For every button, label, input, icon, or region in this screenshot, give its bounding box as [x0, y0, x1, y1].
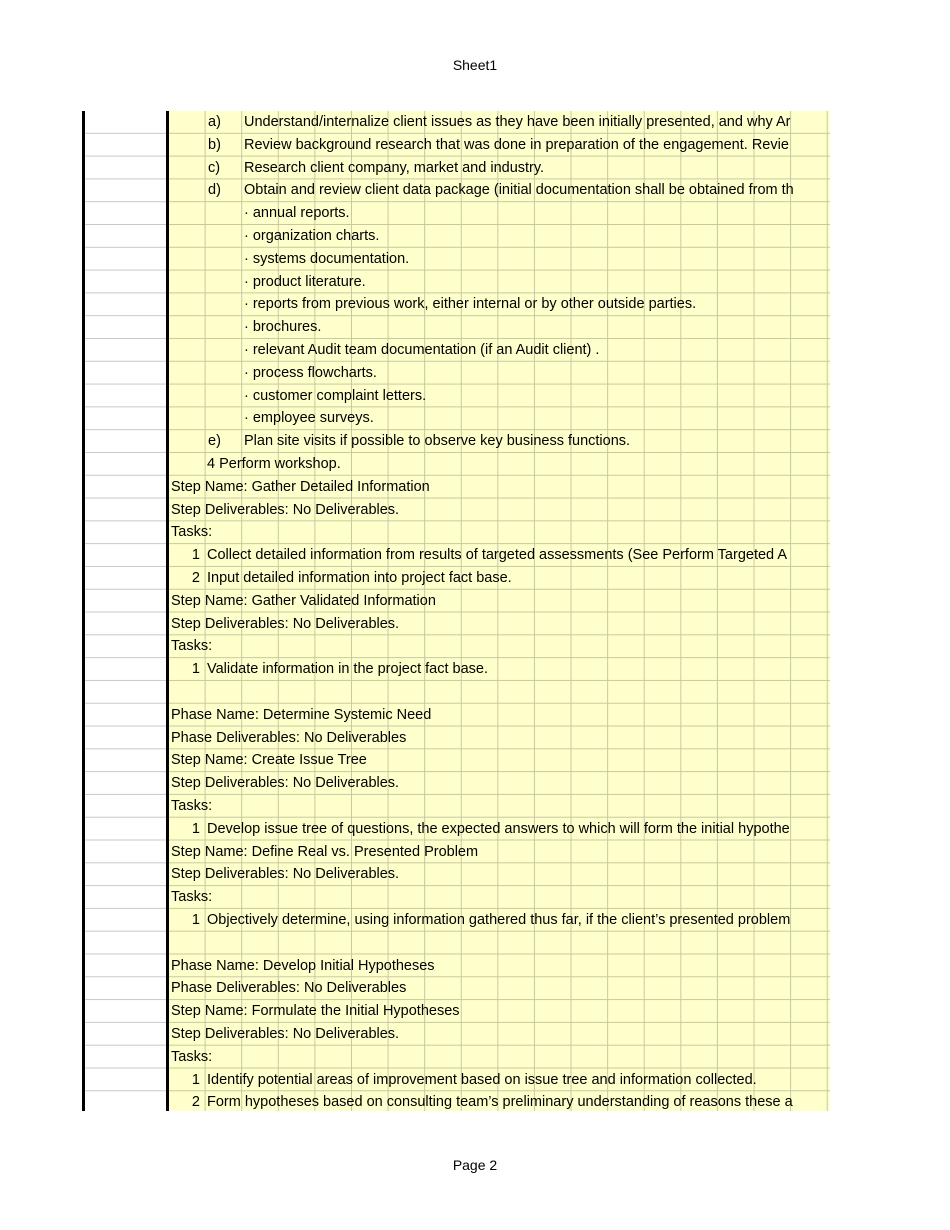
- sheet-row: [84, 134, 830, 156]
- sheet-row: [84, 613, 830, 635]
- sheet-row: [84, 772, 830, 794]
- sheet-row: [84, 362, 830, 384]
- bullet-text: · brochures.: [244, 319, 322, 336]
- section-label: Tasks:: [171, 1048, 213, 1065]
- item-text: Review background research that was done in preparation of the engagement. Revie: [244, 136, 789, 153]
- spreadsheet-grid: [84, 111, 830, 1111]
- bullet-text: · relevant Audit team documentation (if an Audit client) .: [244, 342, 600, 358]
- sheet-row: [84, 1000, 830, 1022]
- item-letter: a): [208, 114, 221, 130]
- section-label: Step Deliverables: No Deliverables.: [171, 866, 400, 883]
- item-letter: d): [208, 182, 221, 199]
- task-number: 2: [191, 1094, 200, 1111]
- bullet-text: · reports from previous work, either internal or by other outside parties.: [244, 296, 697, 313]
- bullet-text: · process flowcharts.: [244, 364, 377, 381]
- bullet-text: · employee surveys.: [244, 410, 374, 427]
- sheet-row: [84, 841, 830, 863]
- task-text: Identify potential areas of improvement based on issue tree and information collected.: [207, 1071, 757, 1088]
- sheet-row: [84, 111, 830, 133]
- sheet-row: [84, 225, 830, 247]
- left-border: [82, 111, 85, 1111]
- section-label: Step Name: Define Real vs. Presented Problem: [171, 843, 479, 860]
- sheet-row: [84, 977, 830, 999]
- task-number: 2: [191, 570, 200, 586]
- sheet-row: [84, 271, 830, 293]
- section-label: Step Name: Gather Detailed Information: [171, 478, 430, 495]
- task-text: Form hypotheses based on consulting team’s preliminary understanding of reasons these a: [207, 1094, 793, 1111]
- sheet-row: [84, 521, 830, 543]
- sheet-row: [84, 339, 830, 361]
- section-label: Tasks:: [171, 798, 213, 814]
- task-number: 1: [191, 1071, 200, 1088]
- sheet-row: [84, 955, 830, 977]
- sheet-row: [84, 1023, 830, 1045]
- sheet-row: [84, 430, 830, 452]
- sheet-row: [84, 1046, 830, 1068]
- sheet-row: [84, 453, 830, 475]
- sheet-row: [84, 749, 830, 771]
- sheet-row: [84, 476, 830, 498]
- section-label: Phase Name: Develop Initial Hypotheses: [171, 957, 435, 974]
- sheet-row: [84, 681, 830, 703]
- page-number: Page 2: [452, 1157, 498, 1173]
- sheet-row: [84, 818, 830, 840]
- sheet-row: [84, 407, 830, 429]
- item-text: Obtain and review client data package (initial documentation shall be obtained from th: [244, 182, 794, 199]
- column-divider: [166, 111, 169, 1111]
- sheet-row: [84, 932, 830, 954]
- sheet-row: [84, 704, 830, 726]
- section-label: Phase Deliverables: No Deliverables: [171, 980, 407, 997]
- section-label: Tasks:: [171, 638, 213, 655]
- item-letter: e): [208, 433, 221, 450]
- sheet-row: [84, 179, 830, 201]
- bullet-text: · customer complaint letters.: [244, 387, 427, 404]
- bullet-text: · systems documentation.: [244, 250, 410, 267]
- bullet-text: · organization charts.: [244, 228, 380, 244]
- bullet-text: · annual reports.: [244, 205, 350, 222]
- sheet-row: [84, 499, 830, 521]
- section-label: Step Deliverables: No Deliverables.: [171, 501, 400, 518]
- task-text: Develop issue tree of questions, the expected answers to which will form the initial hypothe: [207, 820, 790, 837]
- task-text: Input detailed information into project fact base.: [207, 570, 512, 586]
- sheet-row: [84, 157, 830, 179]
- sheet-row: [84, 316, 830, 338]
- item-text: Research client company, market and industry.: [244, 159, 545, 176]
- item-letter: c): [208, 159, 221, 176]
- bullet-text: · product literature.: [244, 273, 366, 290]
- task-text: Validate information in the project fact base.: [207, 661, 489, 678]
- section-label: Step Deliverables: No Deliverables.: [171, 775, 400, 792]
- item-text: Understand/internalize client issues as they have been initially presented, and why Ar: [244, 114, 791, 130]
- sheet-row: [84, 544, 830, 566]
- section-label: Step Name: Create Issue Tree: [171, 752, 367, 769]
- sheet-row: [84, 1091, 830, 1111]
- section-label: Step Deliverables: No Deliverables.: [171, 1026, 400, 1042]
- sheet-title: Sheet1: [452, 57, 498, 73]
- task-number: 1: [191, 547, 200, 564]
- sheet-row: [84, 385, 830, 407]
- sheet-row: [84, 567, 830, 589]
- item-text: Plan site visits if possible to observe key business functions.: [244, 433, 631, 450]
- sheet-row: [84, 202, 830, 224]
- sheet-row: [84, 909, 830, 931]
- sheet-row: [84, 248, 830, 270]
- sheet-row: [84, 635, 830, 657]
- sheet-row: [84, 795, 830, 817]
- sheet-row: [84, 658, 830, 680]
- section-label: Step Name: Formulate the Initial Hypotheses: [171, 1003, 460, 1020]
- sheet-row: [84, 886, 830, 908]
- sheet-row: [84, 293, 830, 315]
- item-letter: b): [208, 136, 221, 153]
- sheet-row: [84, 590, 830, 612]
- section-label: Phase Name: Determine Systemic Need: [171, 706, 432, 723]
- sheet-row: [84, 863, 830, 885]
- task-text: Collect detailed information from results of targeted assessments (See Perform Targeted A: [207, 547, 788, 564]
- section-label: Tasks:: [171, 524, 213, 541]
- task-number: 1: [191, 912, 200, 928]
- section-label: Step Deliverables: No Deliverables.: [171, 615, 400, 632]
- sheet-row: [84, 1069, 830, 1091]
- section-label: Tasks:: [171, 889, 213, 906]
- task-number: 1: [191, 661, 200, 678]
- sheet-row: [84, 727, 830, 749]
- sub-item-text: 4 Perform workshop.: [207, 456, 341, 472]
- task-number: 1: [191, 820, 200, 837]
- section-label: Phase Deliverables: No Deliverables: [171, 729, 407, 746]
- task-text: Objectively determine, using information gathered thus far, if the client’s presented problem: [207, 912, 791, 928]
- section-label: Step Name: Gather Validated Information: [171, 592, 436, 609]
